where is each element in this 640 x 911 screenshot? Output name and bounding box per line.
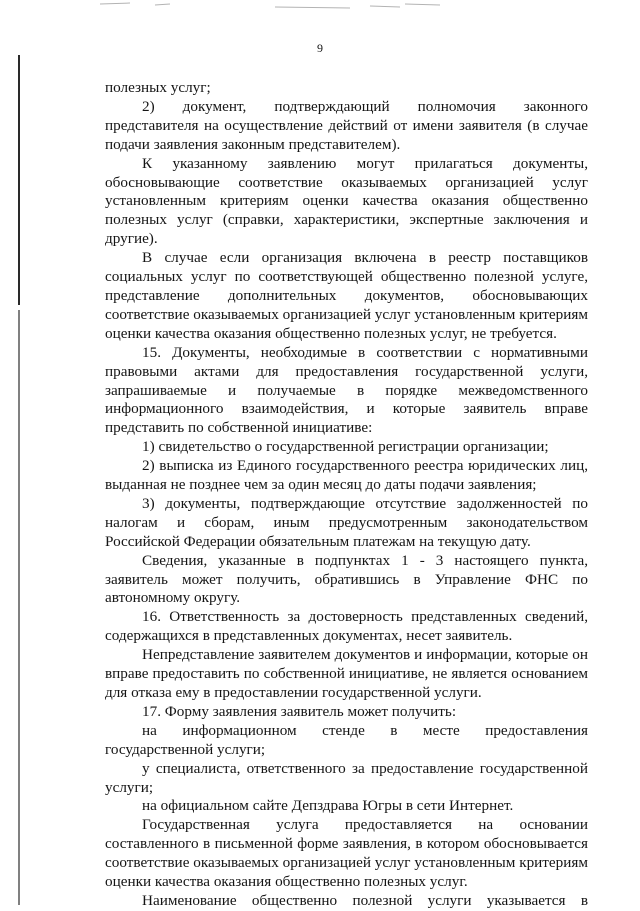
paragraph: на информационном стенде в месте предоставления государственной услуги; <box>105 721 588 758</box>
paragraph: Государственная услуга предоставляется на основании составленного в письменной форме заявления, в котором обосновывается соответствие оказываемых организацией услуг установленным критериям оценки качества оказания общественно полезных услуг. <box>105 816 588 891</box>
page-number: 9 <box>317 41 323 55</box>
paragraph: у специалиста, ответственного за предоставление государственной услуги; <box>105 759 588 796</box>
paragraph: 17. Форму заявления заявитель может получить: <box>142 702 457 720</box>
paragraph: В случае если организация включена в реестр поставщиков социальных услуг по соответствующей общественно полезной услуге, представление дополнительных документов, обосновывающих соответствие оказываемых организацией услуг установленным критериям оценки качества оказания общественно полезных услуг, не требуется. <box>105 249 588 342</box>
paragraph: 1) свидетельство о государственной регистрации организации; <box>142 438 549 456</box>
paragraph: 2) выписка из Единого государственного реестра юридических лиц, выданная не позднее чем за один месяц до даты подачи заявления; <box>105 457 588 494</box>
paragraph: Наименование общественно полезной услуги указывается в <box>142 891 588 909</box>
scan-artifact-top <box>100 0 540 12</box>
paragraph: полезных услуг; <box>105 79 211 96</box>
paragraph: К указанному заявлению могут прилагаться документы, обосновывающие соответствие оказываемых организацией услуг установленным критериям оценки качества оказания общественно полезных услуг (справки, характеристики, экспертные заключения и другие). <box>105 154 588 248</box>
paragraph: Непредставление заявителем документов и информации, которые он вправе предоставить по собственной инициативе, не является основанием для отказа ему в предоставлении государственной услуги. <box>105 646 588 701</box>
paragraph: на официальном сайте Депздрава Югры в сети Интернет. <box>142 797 514 815</box>
paragraph: 2) документ, подтверждающий полномочия законного представителя на осуществление действий от имени заявителя (в случае подачи заявления законным представителем). <box>105 97 588 153</box>
document-body <box>105 79 588 911</box>
paragraph: 16. Ответственность за достоверность представленных сведений, содержащихся в представленных документах, несет заявитель. <box>105 608 588 645</box>
paragraph: Сведения, указанные в подпунктах 1 - 3 настоящего пункта, заявитель может получить, обратившись в Управление ФНС по автономному округу. <box>105 551 588 607</box>
paragraph: 15. Документы, необходимые в соответствии с нормативными правовыми актами для предоставления государственной услуги, запрашиваемые и получаемые в порядке межведомственного информационного взаимодействия, и которые заявитель вправе представить по собственной инициативе: <box>105 343 588 437</box>
scan-artifact-left-edge <box>15 55 25 905</box>
paragraph: 3) документы, подтверждающие отсутствие задолженностей по налогам и сборам, иным предусмотренным законодательством Российской Федерации обязательным платежам на текущую дату. <box>105 494 588 550</box>
